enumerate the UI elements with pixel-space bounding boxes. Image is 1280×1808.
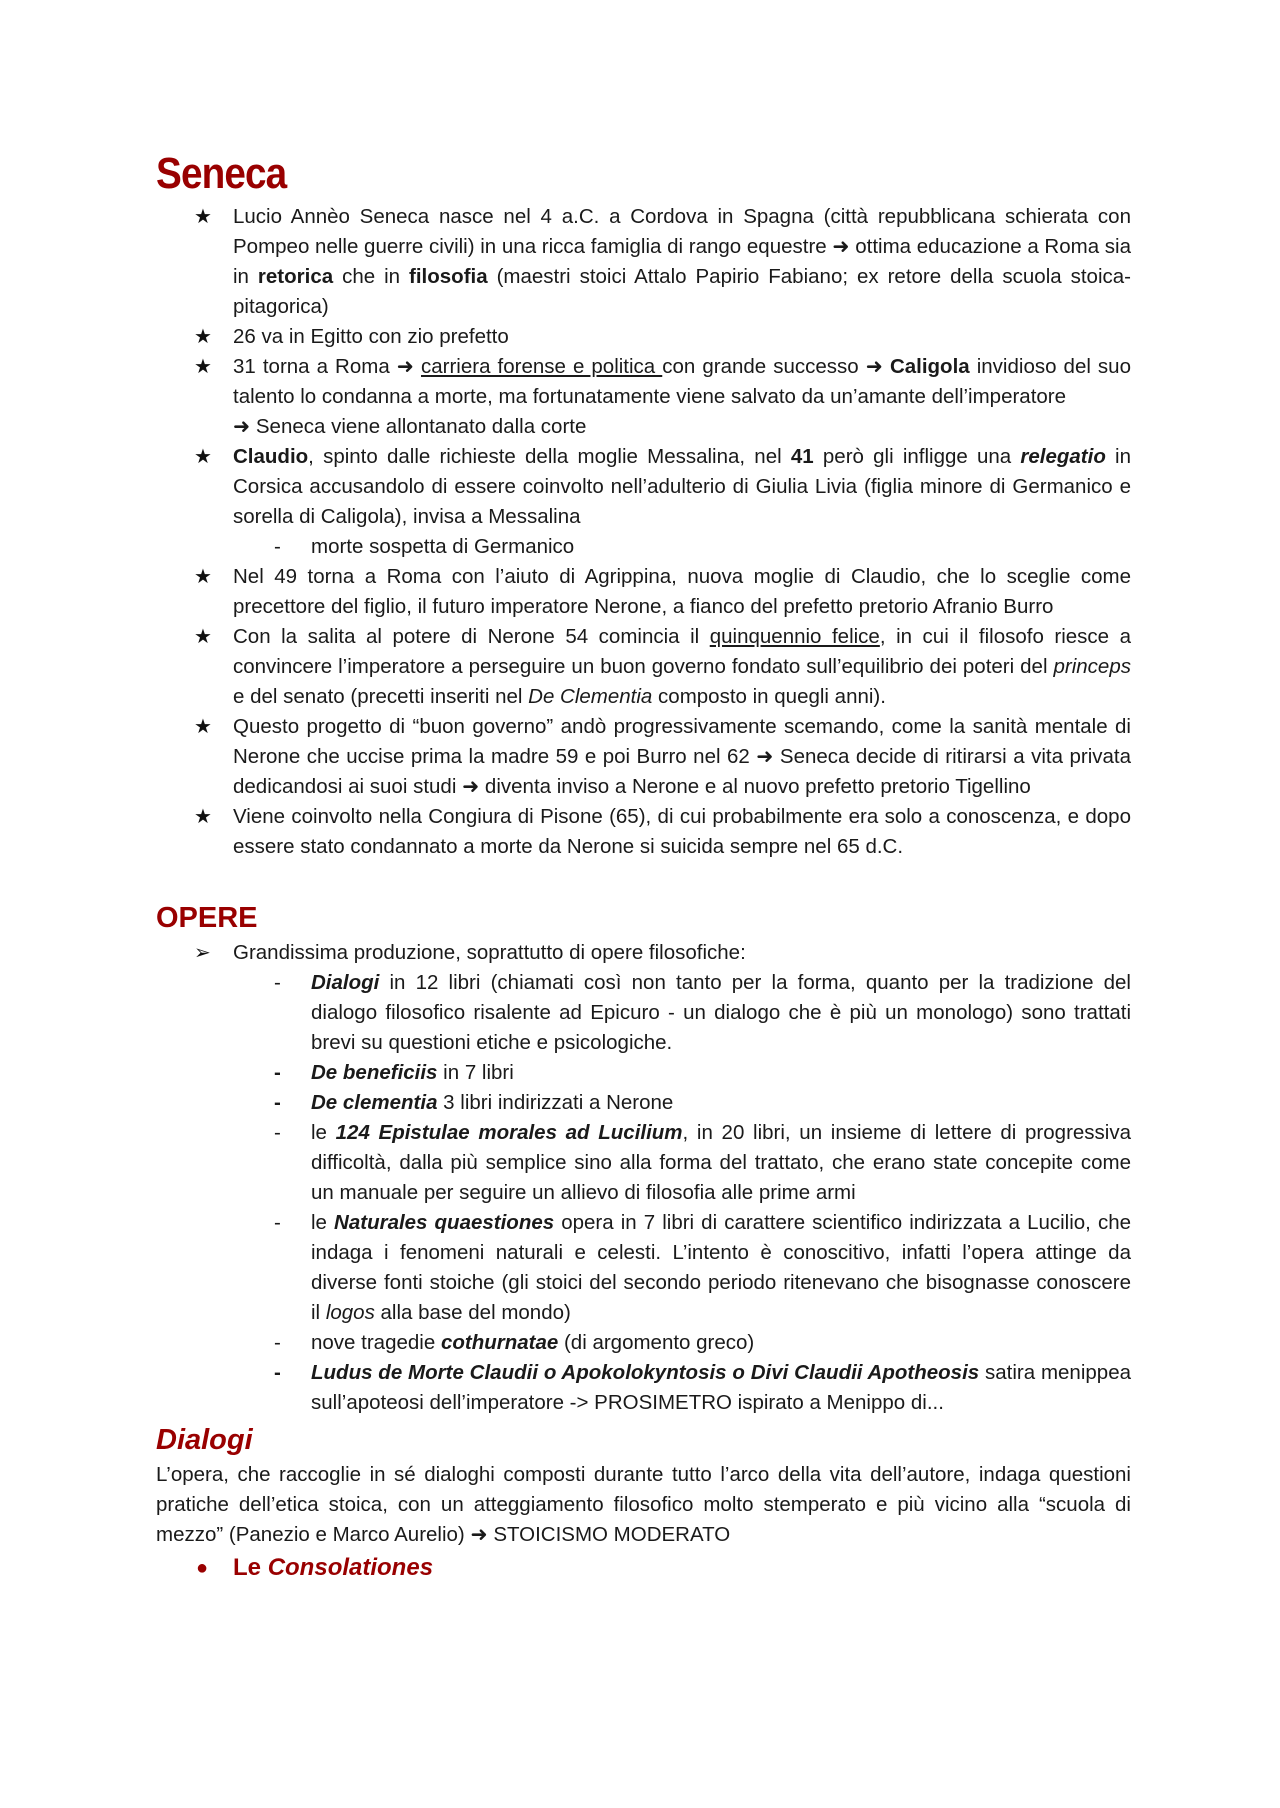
star-icon: ★ (194, 446, 212, 468)
list-item: ★ Questo progetto di “buon governo” andò progressivamente scemando, come la sanità mentale di Nerone che uccise prima la madre 59 e poi Burro nel 62 ➜ Seneca decide di ritirarsi a vita privata dedicandosi ai suoi studi ➜ diventa inviso a Nerone e al nuovo prefetto pretorio Tigellino (156, 712, 1131, 802)
star-icon: ★ (194, 716, 212, 738)
star-icon: ★ (194, 806, 212, 828)
list-item: ★ Nel 49 torna a Roma con l’aiuto di Agrippina, nuova moglie di Claudio, che lo sceglie come precettore del figlio, il futuro imperatore Nerone, a fianco del prefetto pretorio Afranio Burro (156, 562, 1131, 622)
section-heading-dialogi: Dialogi (156, 1424, 253, 1456)
dash-marker: - (274, 535, 281, 558)
document-page (156, 150, 1131, 1586)
list-item: - nove tragedie cothurnatae (di argomento greco) (156, 1328, 1131, 1358)
opere-list (156, 938, 1131, 968)
bullet-dot-icon: ● (196, 1557, 209, 1579)
arrowhead-icon: ➢ (194, 942, 211, 964)
list-item: ★ Claudio, spinto dalle richieste della moglie Messalina, nel 41 però gli infligge una relegatio in Corsica accusandolo di essere coinvolto nell’adulterio di Giulia Livia (figlia minore di Germanico e sorella di Caligola), invisa a Messalina (156, 442, 1131, 532)
dash-marker: - (274, 971, 281, 994)
list-item: ➢ Grandissima produzione, soprattutto di opere filosofiche: (156, 938, 1131, 968)
list-item: - le 124 Epistulae morales ad Lucilium, in 20 libri, un insieme di lettere di progressiva difficoltà, dalla più semplice sino alla forma del trattato, che erano state concepite come un manuale per seguire un allievo di filosofia alle prime armi (156, 1118, 1131, 1208)
list-item: ★ Lucio Annèo Seneca nasce nel 4 a.C. a Cordova in Spagna (città repubblicana schierata con Pompeo nelle guerre civili) in una ricca famiglia di rango equestre ➜ ottima educazione a Roma sia in retorica che in filosofia (maestri stoici Attalo Papirio Fabiano; ex retore della scuola stoica-pitagorica) (156, 202, 1131, 322)
star-icon: ★ (194, 566, 212, 588)
page-title: Seneca (156, 149, 287, 198)
list-item: - De clementia 3 libri indirizzati a Nerone (156, 1088, 1131, 1118)
list-item: - morte sospetta di Germanico (156, 532, 1131, 562)
subsection-consolationes: ● Le Consolationes (156, 1550, 1131, 1586)
list-item: - Ludus de Morte Claudii o Apokolokyntosis o Divi Claudii Apotheosis satira menippea sull’apoteosi dell’imperatore -> PROSIMETRO ispirato a Menippo di... (156, 1358, 1131, 1418)
biography-list-continued (156, 562, 1131, 862)
star-icon: ★ (194, 356, 212, 378)
dash-marker: - (274, 1121, 281, 1144)
dash-marker: - (274, 1331, 281, 1354)
section-heading-opere: OPERE (156, 902, 258, 934)
dash-marker: - (274, 1211, 281, 1234)
dialogi-paragraph: L’opera, che raccoglie in sé dialoghi composti durante tutto l’arco della vita dell’autore, indaga questioni pratiche dell’etica stoica, con un atteggiamento filosofico molto stemperato e più vicino alla “scuola di mezzo” (Panezio e Marco Aurelio) ➜ STOICISMO MODERATO (156, 1463, 1131, 1546)
dash-marker: - (274, 1091, 281, 1114)
dash-marker: - (274, 1061, 281, 1084)
star-icon: ★ (194, 206, 212, 228)
star-icon: ★ (194, 626, 212, 648)
list-item: ★ 26 va in Egitto con zio prefetto (156, 322, 1131, 352)
list-item: - le Naturales quaestiones opera in 7 libri di carattere scientifico indirizzata a Lucilio, che indaga i fenomeni naturali e celesti. L’intento è conoscitivo, infatti l’opera attinge da diverse fonti stoiche (gli stoici del secondo periodo ritenevano che bisognasse conoscere il logos alla base del mondo) (156, 1208, 1131, 1328)
list-item: ★ 31 torna a Roma ➜ carriera forense e politica con grande successo ➜ Caligola invidioso del suo talento lo condanna a morte, ma fortunatamente viene salvato da un’amante dell’imperatore ➜ Seneca viene allontanato dalla corte (156, 352, 1131, 442)
star-icon: ★ (194, 326, 212, 348)
list-item: - Dialogi in 12 libri (chiamati così non tanto per la forma, quanto per la tradizione del dialogo filosofico risalente ad Epicuro - un dialogo che è più un monologo) sono trattati brevi su questioni etiche e psicologiche. (156, 968, 1131, 1058)
dash-marker: - (274, 1361, 281, 1384)
list-item: ★ Con la salita al potere di Nerone 54 comincia il quinquennio felice, in cui il filosofo riesce a convincere l’imperatore a perseguire un buon governo fondato sull’equilibrio dei poteri del princeps e del senato (precetti inseriti nel De Clementia composto in quegli anni). (156, 622, 1131, 712)
list-item: - De beneficiis in 7 libri (156, 1058, 1131, 1088)
list-item: ★ Viene coinvolto nella Congiura di Pisone (65), di cui probabilmente era solo a conoscenza, e dopo essere stato condannato a morte da Nerone si suicida sempre nel 65 d.C. (156, 802, 1131, 862)
biography-list (156, 202, 1131, 532)
